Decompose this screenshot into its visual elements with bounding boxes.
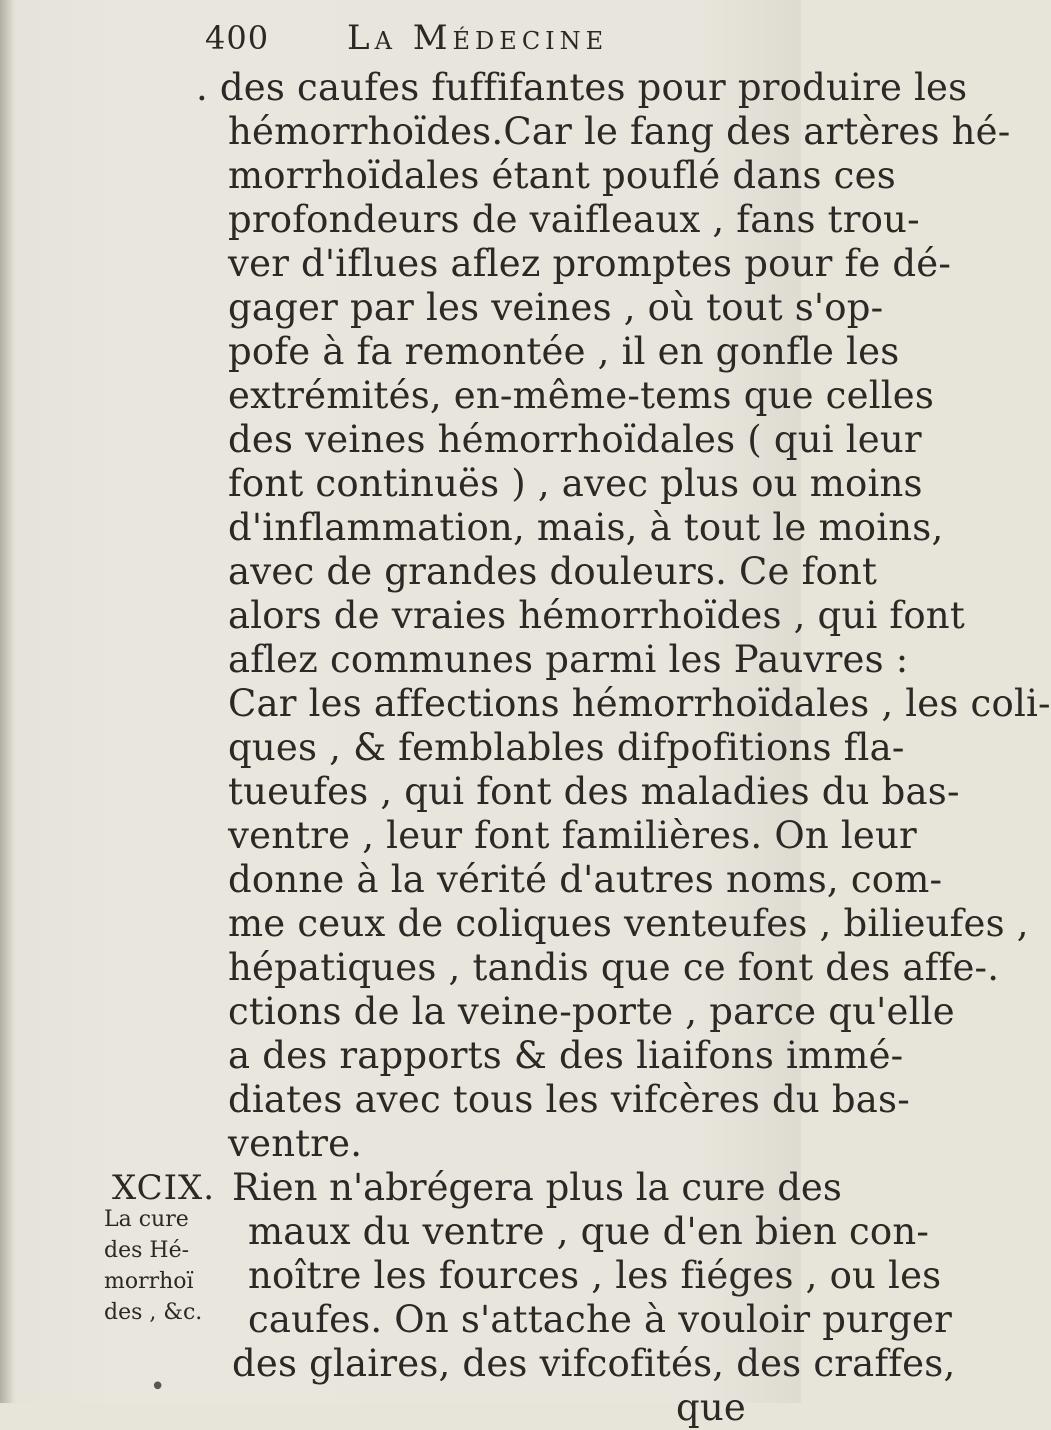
text-line: morrhoïdales étant pouflé dans ces xyxy=(228,154,896,197)
section-text-line: maux du ventre , que d'en bien con- xyxy=(248,1210,930,1253)
text-line: d'inflammation, mais, à tout le moins, xyxy=(228,506,944,549)
text-line: alors de vraies hémorrhoïdes , qui font xyxy=(228,594,965,637)
text-line: extrémités, en-même-tems que celles xyxy=(228,374,935,417)
page-number: 400 xyxy=(205,19,270,57)
margin-note-line: morrhoï xyxy=(104,1269,194,1294)
text-line: tueufes , qui font des maladies du bas- xyxy=(228,770,960,813)
text-line: ventre. xyxy=(228,1122,363,1165)
text-line: hépatiques , tandis que ce font des affe-. xyxy=(228,946,1000,989)
text-line: diates avec tous les vifcères du bas- xyxy=(228,1078,910,1121)
text-line: ctions de la veine-porte , parce qu'elle xyxy=(228,990,955,1033)
section-number: XCIX. xyxy=(112,1168,216,1208)
section-text-line: des glaires, des vifcofités, des craffes, xyxy=(232,1342,956,1385)
margin-note-line: La cure xyxy=(104,1207,189,1232)
section-text-line: caufes. On s'attache à vouloir purger xyxy=(248,1298,952,1341)
text-line: a des rapports & des liaifons immé- xyxy=(228,1034,904,1077)
text-line: aflez communes parmi les Pauvres : xyxy=(228,638,909,681)
text-line: ques , & femblables difpofitions fla- xyxy=(228,726,905,769)
running-title: La Médecine xyxy=(347,18,609,58)
text-line: des veines hémorrhoïdales ( qui leur xyxy=(228,418,922,461)
text-line: Car les affections hémorrhoïdales , les coli- xyxy=(228,682,1051,725)
text-line: donne à la vérité d'autres noms, com- xyxy=(228,858,943,901)
text-line: hémorrhoïdes.Car le fang des artères hé- xyxy=(228,110,1011,153)
text-line: me ceux de coliques venteufes , bilieufes , xyxy=(228,902,1029,945)
text-line: ventre , leur font familières. On leur xyxy=(228,814,917,857)
catchword: que xyxy=(676,1386,747,1429)
text-line: font continuës ) , avec plus ou moins xyxy=(228,462,923,505)
text-line: profondeurs de vaifleaux , fans trou- xyxy=(228,198,920,241)
margin-note-line: des Hé- xyxy=(104,1238,190,1263)
text-line: pofe à fa remontée , il en gonfle les xyxy=(228,330,900,373)
text-line: gager par les veines , où tout s'op- xyxy=(228,286,884,329)
section-first-line: Rien n'abrégera plus la cure des xyxy=(232,1166,842,1209)
margin-note xyxy=(104,1204,203,1328)
page-gutter-shadow xyxy=(0,0,14,1403)
section-text-line: noître les fources , les fiéges , ou les xyxy=(248,1254,942,1297)
text-line: avec de grandes douleurs. Ce font xyxy=(228,550,878,593)
ink-blot-mark: • xyxy=(150,1372,166,1402)
text-line: ver d'iflues aflez promptes pour fe dé- xyxy=(228,242,952,285)
text-line: . des caufes fuffifantes pour produire les xyxy=(196,66,968,109)
margin-note-line: des , &c. xyxy=(104,1300,203,1325)
